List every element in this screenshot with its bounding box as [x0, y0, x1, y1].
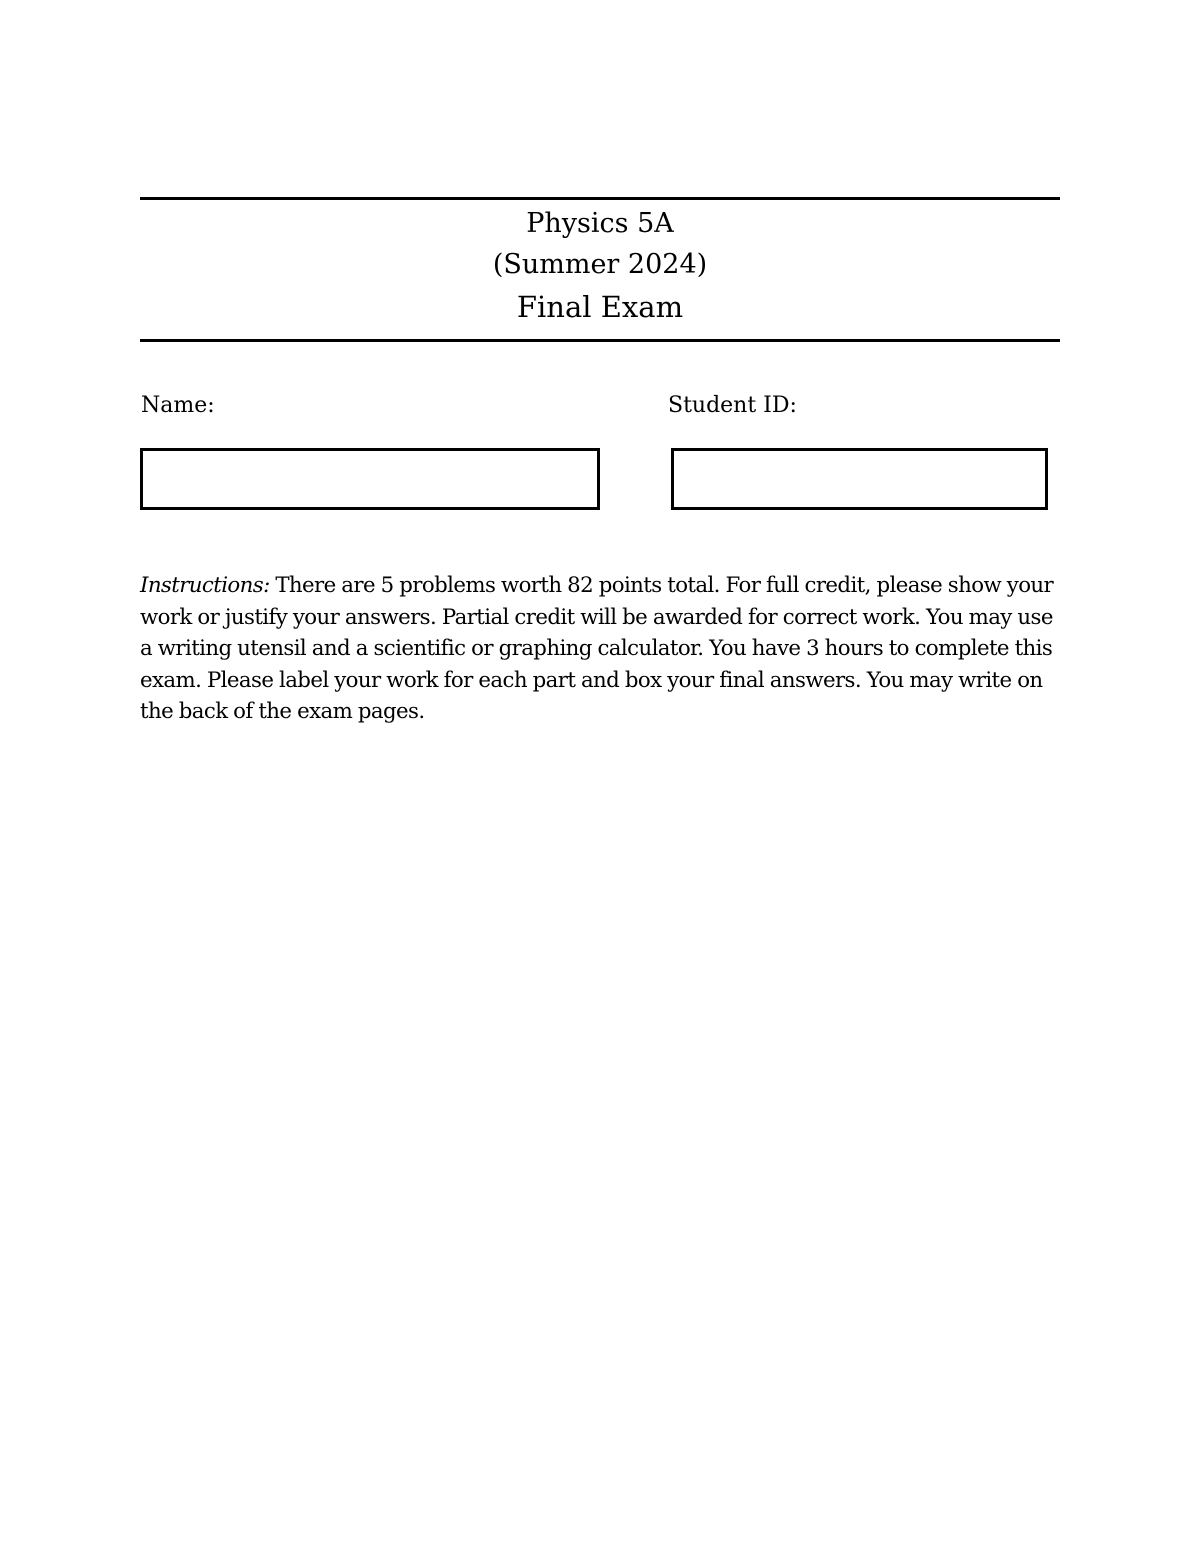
course-title: Physics 5A	[526, 208, 674, 239]
instructions-body: There are 5 problems worth 82 points total. For full credit, please show your work or justify your answers. Partial credit will be awarded for correct work. You may use a writing utensil and a scientific or graphing calculator. You have 3 hours to complete this exam. Please label your work for each part and box your final answers. You may write on the back of the exam pages.	[140, 573, 1054, 725]
student-id-label: Student ID:	[668, 393, 797, 418]
header-top-rule	[140, 197, 1060, 200]
name-label: Name:	[141, 393, 215, 418]
instructions-paragraph	[140, 570, 1060, 728]
student-id-field[interactable]	[671, 448, 1048, 510]
instructions-lead: Instructions:	[140, 573, 270, 598]
exam-title: Final Exam	[516, 290, 684, 324]
name-field[interactable]	[140, 448, 600, 510]
header-bottom-rule	[140, 339, 1060, 342]
exam-term: (Summer 2024)	[492, 249, 708, 280]
